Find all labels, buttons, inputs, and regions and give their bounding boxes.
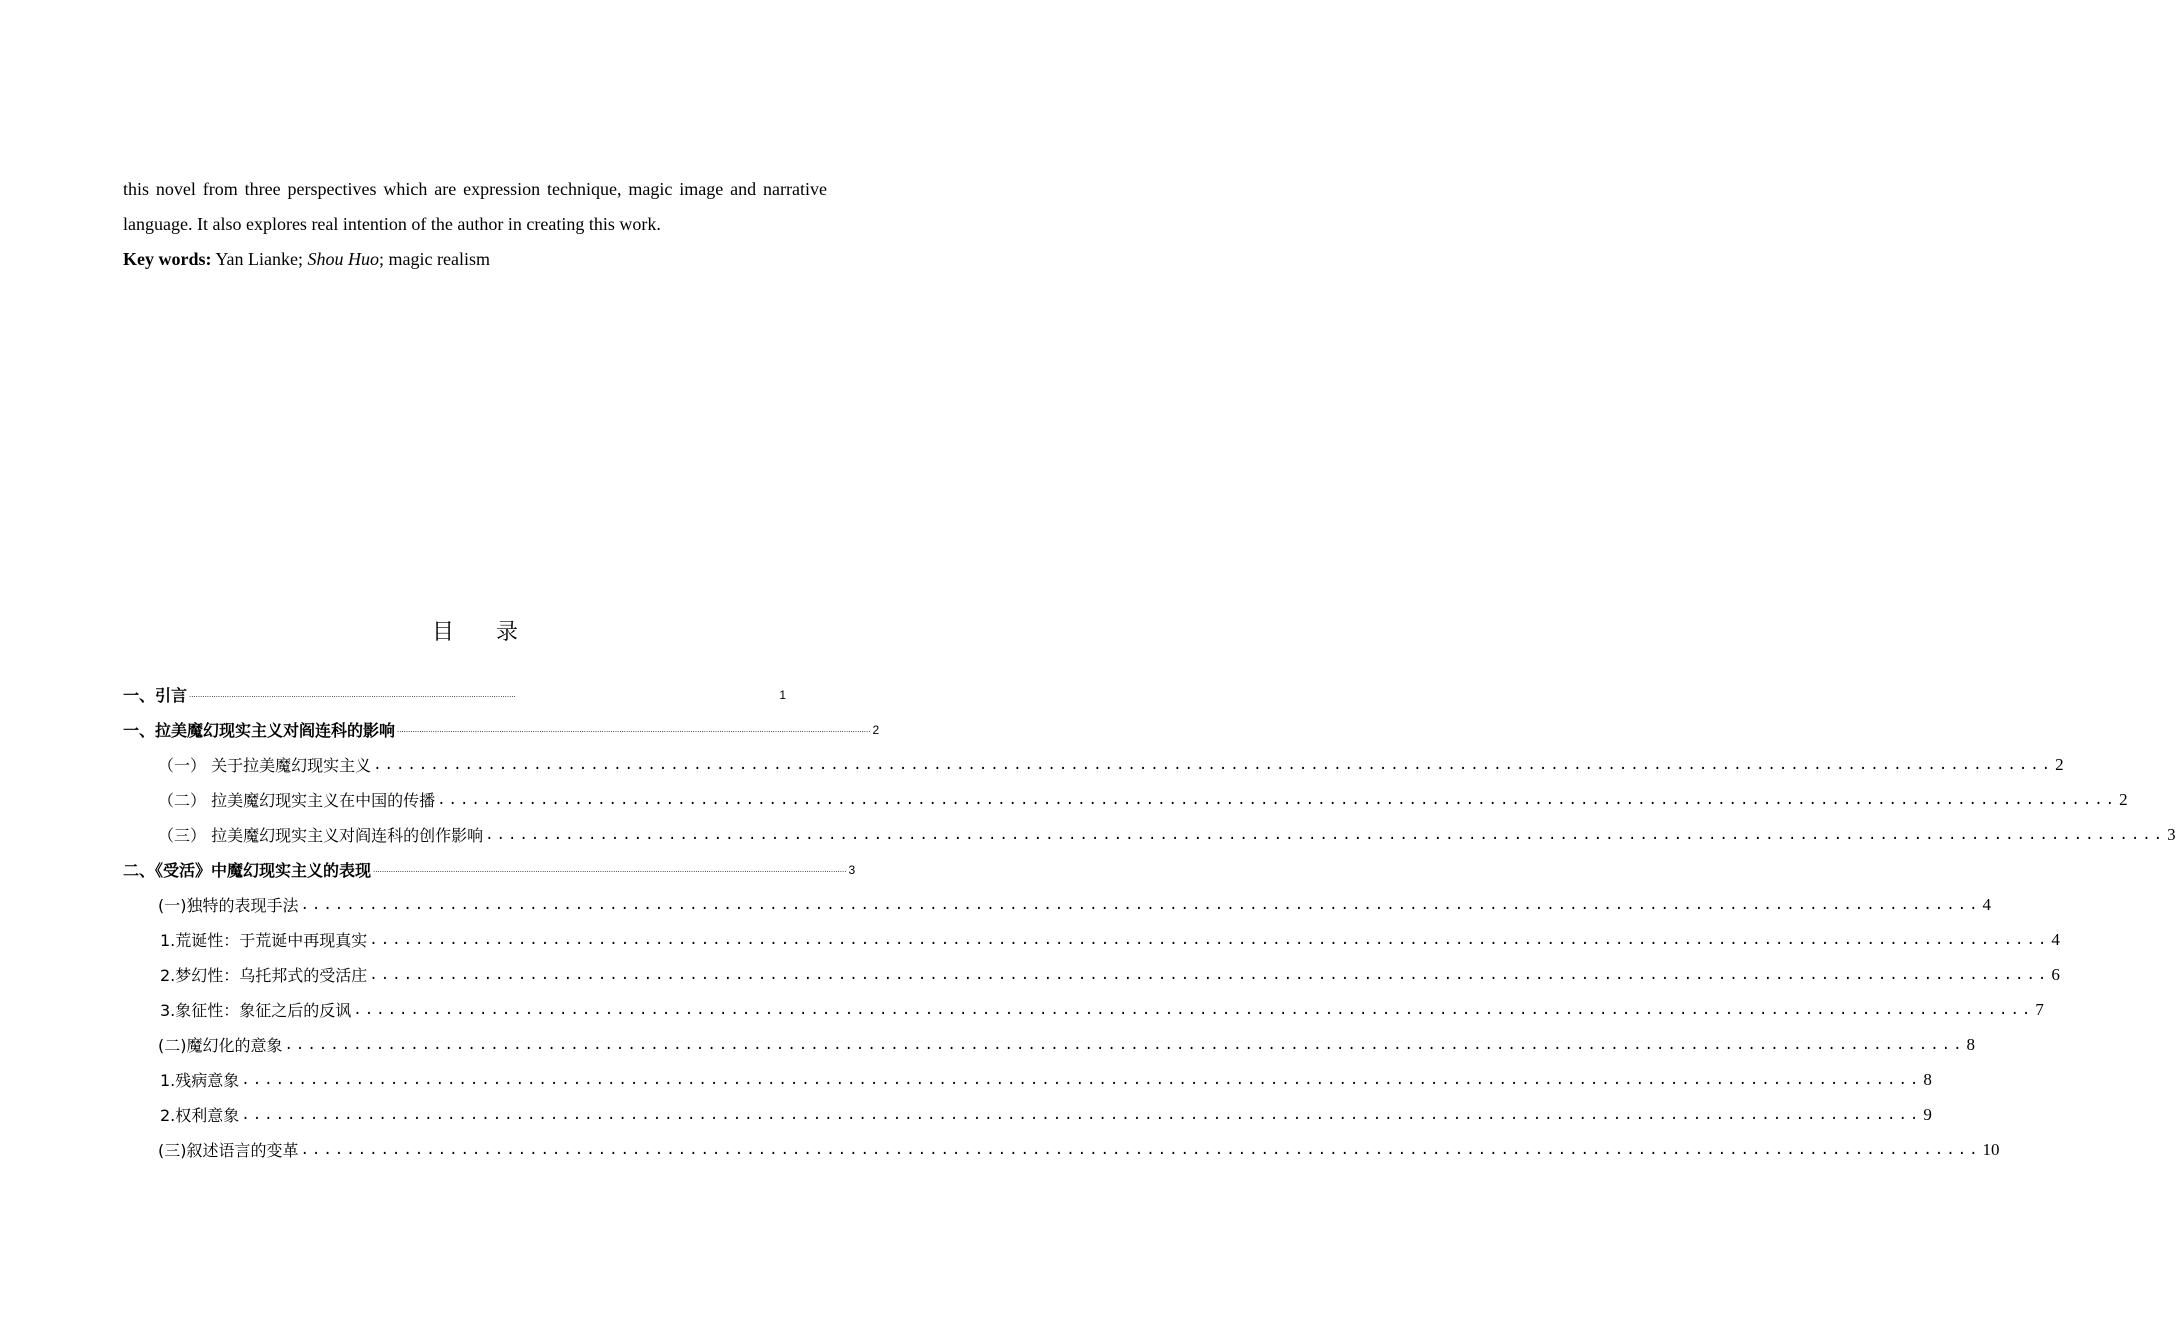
toc-entry-page: 7 — [2035, 999, 2044, 1019]
toc-entry[interactable] — [158, 887, 1992, 922]
toc-entry-page: 6 — [2051, 964, 2060, 984]
dot-leader: ................................................................................................................................................... — [300, 896, 1981, 913]
keywords-line — [123, 242, 827, 277]
keywords-label: Key words: — [123, 249, 212, 269]
toc-entry[interactable] — [160, 1097, 1932, 1132]
toc-entry[interactable] — [160, 957, 2060, 992]
toc-entry-page: 10 — [1982, 1139, 2000, 1159]
dot-leader: ................................................................................................................................................... — [485, 826, 2166, 843]
dot-leader: ................................................................................................................................................... — [437, 791, 2118, 808]
toc-entry[interactable] — [123, 852, 856, 887]
toc-title-char-1: 目 — [431, 620, 454, 645]
toc-entry-page: 9 — [1923, 1104, 1932, 1124]
toc-title — [0, 618, 950, 648]
toc-entry[interactable] — [158, 747, 2064, 782]
toc-entry-label: (一)独特的表现手法 — [158, 896, 299, 915]
dot-leader: ................................................................................................................................................... — [369, 966, 2050, 983]
toc-entry[interactable] — [160, 1062, 1932, 1097]
toc-entry[interactable] — [123, 677, 786, 712]
abstract-section — [123, 172, 827, 277]
dot-leader: ................................................................................................................................................... — [369, 931, 2050, 948]
dot-leader: ..................................................................................................................................................................................................................... — [373, 865, 847, 874]
toc-entry-label: 1.荒诞性：于荒诞中再现真实 — [160, 931, 368, 950]
dot-leader: ................................................................................................................................................... — [300, 1141, 1981, 1158]
dot-leader: ................................................................................................................................................... — [241, 1071, 1922, 1088]
toc-entry-label: 一、拉美魔幻现实主义对阎连科的影响 — [123, 721, 396, 740]
toc-entry-page: 8 — [1966, 1034, 1976, 1054]
toc-entry-page: 3 — [2167, 824, 2176, 844]
toc-entry-page: 4 — [1982, 894, 1992, 914]
toc-entry-label: 2.权利意象 — [160, 1106, 240, 1125]
toc-entry-page: 8 — [1923, 1069, 1932, 1089]
toc-entry[interactable] — [158, 1027, 1976, 1062]
dot-leader: ................................................................................................................................................... — [353, 1001, 2034, 1018]
toc-entry-label: （三） 拉美魔幻现实主义对阎连科的创作影响 — [158, 826, 484, 845]
toc-entry[interactable] — [160, 992, 2044, 1027]
keyword-2: Shou Huo — [307, 249, 379, 269]
keyword-3: ; magic realism — [379, 249, 490, 269]
toc-entry-label: 3.象征性：象征之后的反讽 — [160, 1001, 352, 1020]
toc-entry-page: 2 — [2119, 789, 2128, 809]
toc-entry-label: 2.梦幻性：乌托邦式的受活庄 — [160, 966, 368, 985]
toc-entry-label: （一） 关于拉美魔幻现实主义 — [158, 756, 372, 775]
toc-entry-label: 二、《受活》中魔幻现实主义的表现 — [123, 861, 372, 880]
toc-entry-page: 4 — [2051, 929, 2060, 949]
toc-entry-page: 3 — [848, 862, 856, 877]
dot-leader: ................................................................................................................................................... — [241, 1106, 1922, 1123]
toc-entry[interactable] — [160, 922, 2060, 957]
toc-entry-label: （二） 拉美魔幻现实主义在中国的传播 — [158, 791, 436, 810]
toc-entry-label: 一、引言 — [123, 686, 188, 705]
dot-leader: ................................................................................................................................................... — [373, 756, 2054, 773]
toc-entry[interactable] — [123, 712, 880, 747]
dot-leader: ................................................................................................................................................... — [189, 690, 516, 699]
toc-entry[interactable] — [158, 782, 2128, 817]
toc-title-char-2: 录 — [496, 620, 519, 645]
toc-entry-page: 2 — [872, 722, 880, 737]
toc-entry-label: (三)叙述语言的变革 — [158, 1141, 299, 1160]
abstract-text: this novel from three perspectives which are expression technique, magic image and narrative language. It also explores real intention of the author in creating this work. — [123, 179, 827, 234]
dot-leader: ................................................................................................................................................... — [284, 1036, 1965, 1053]
toc-entry-page: 1 — [779, 687, 786, 702]
toc-entry[interactable] — [158, 1132, 2000, 1167]
toc-entry[interactable] — [158, 817, 2176, 852]
toc-entry-label: 1.残病意象 — [160, 1071, 240, 1090]
toc-entry-page: 2 — [2055, 754, 2064, 774]
keyword-1: Yan Lianke; — [211, 249, 308, 269]
toc-entry-label: (二)魔幻化的意象 — [158, 1036, 283, 1055]
dot-leader: ..................................................................................................................................................................................................................... — [397, 725, 871, 734]
